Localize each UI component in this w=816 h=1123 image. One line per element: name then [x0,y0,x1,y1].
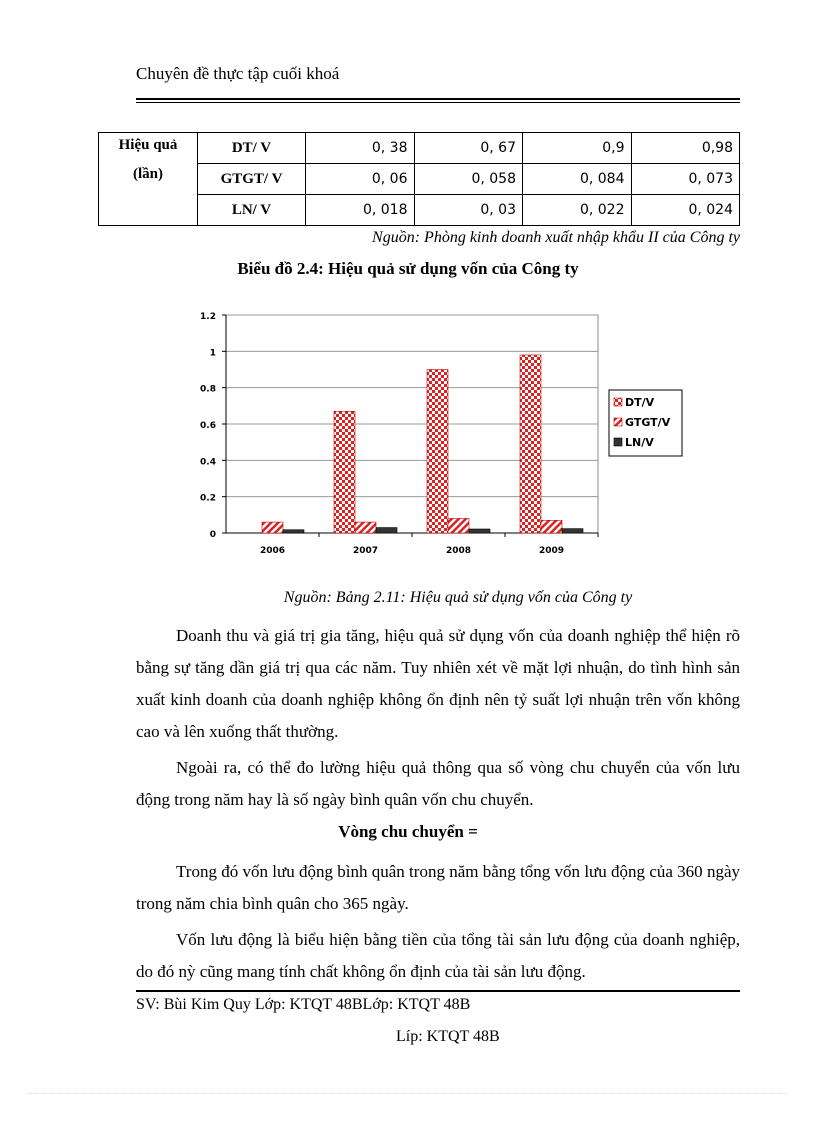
paragraph-turnover: Ngoài ra, có thể đo lường hiệu quả thông qua số vòng chu chuyển của vốn lưu động trong năm hay là số ngày bình quân vốn chu chuyển. [136,758,740,809]
bar-ln-v [376,528,397,533]
legend-swatch [614,398,622,406]
y-tick-label: 1 [209,348,216,359]
table-row-label: DT/ V [198,133,306,164]
header-title: Chuyên đề thực tập cuối khoá [136,64,340,83]
legend-label: DT/V [625,396,655,409]
legend-label: LN/V [625,436,654,449]
y-tick-label: 0.8 [200,384,216,395]
footer-student-info: SV: Bùi Kim Quy Lớp: KTQT 48BLớp: KTQT 48B [136,996,471,1013]
table-row-label: LN/ V [198,195,306,226]
formula-heading: Vòng chu chuyển = [338,822,478,841]
bar-ln-v [469,529,490,533]
bar-gtgt-v [262,522,283,533]
bar-dt-v [520,355,541,533]
x-tick-label: 2009 [538,546,565,556]
table-cell: 0, 022 [523,195,632,226]
paragraph-revenue: Doanh thu và giá trị gia tăng, hiệu quả sử dụng vốn của doanh nghiệp thể hiện rõ bằng sự tăng dần giá trị qua các năm. Tuy nhiên xét về mặt lợi nhuận, do tình hình sản xuất kinh doanh của doanh nghiệp không ổn định nên tỷ suất lợi nhuận trên vốn không cao và lên xuống thất thường. [136,626,740,741]
table-cell: 0, 084 [523,164,632,195]
y-tick-label: 0.6 [200,421,216,431]
table-cell: 0,9 [523,133,632,164]
chart-title: Biểu đồ 2.4: Hiệu quả sử dụng vốn của Công ty [237,259,579,278]
table-cell: 0, 058 [414,164,523,195]
footer-class-info: Líp: KTQT 48B [396,1028,500,1045]
table-cell: 0, 03 [414,195,523,226]
y-tick-label: 0.4 [200,457,216,468]
table-row-label: GTGT/ V [198,164,306,195]
table-group-unit: (lần) [133,166,163,182]
legend-swatch [614,418,622,426]
page-edge-divider [28,1093,788,1094]
legend-label: GTGT/V [625,416,671,429]
bar-ln-v [283,530,304,533]
table-source-note: Nguồn: Phòng kinh doanh xuất nhập khẩu II của Công ty [372,229,740,246]
y-tick-label: 0 [209,530,216,540]
y-tick-label: 0.2 [200,493,216,504]
table-cell: 0, 024 [631,195,740,226]
table-cell: 0, 073 [631,164,740,195]
bar-dt-v [427,370,448,534]
table-cell: 0, 67 [414,133,523,164]
x-tick-label: 2008 [445,546,472,556]
y-tick-label: 1.2 [200,312,216,322]
bar-dt-v [334,411,355,533]
paragraph-working-capital: Vốn lưu động là biểu hiện bằng tiền của tổng tài sản lưu động của doanh nghiệp, do đó nỳ cũng mang tính chất không ổn định của tài sản lưu động. [136,930,740,981]
x-tick-label: 2006 [259,546,286,556]
table-cell: 0, 06 [306,164,415,195]
table-group-label: Hiệu quả [118,137,178,153]
bar-gtgt-v [541,520,562,533]
footer-rule [136,990,740,992]
bar-ln-v [562,529,583,533]
paragraph-average-capital: Trong đó vốn lưu động bình quân trong năm bằng tổng vốn lưu động của 360 ngày trong năm chia bình quân cho 365 ngày. [136,862,740,913]
table-cell: 0,98 [631,133,740,164]
table-cell: 0, 38 [306,133,415,164]
legend-swatch [614,438,622,446]
bar-gtgt-v [355,522,376,533]
table-cell: 0, 018 [306,195,415,226]
chart-source-note: Nguồn: Bảng 2.11: Hiệu quả sử dụng vốn của Công ty [283,589,633,606]
bar-gtgt-v [448,518,469,533]
x-tick-label: 2007 [352,546,379,556]
